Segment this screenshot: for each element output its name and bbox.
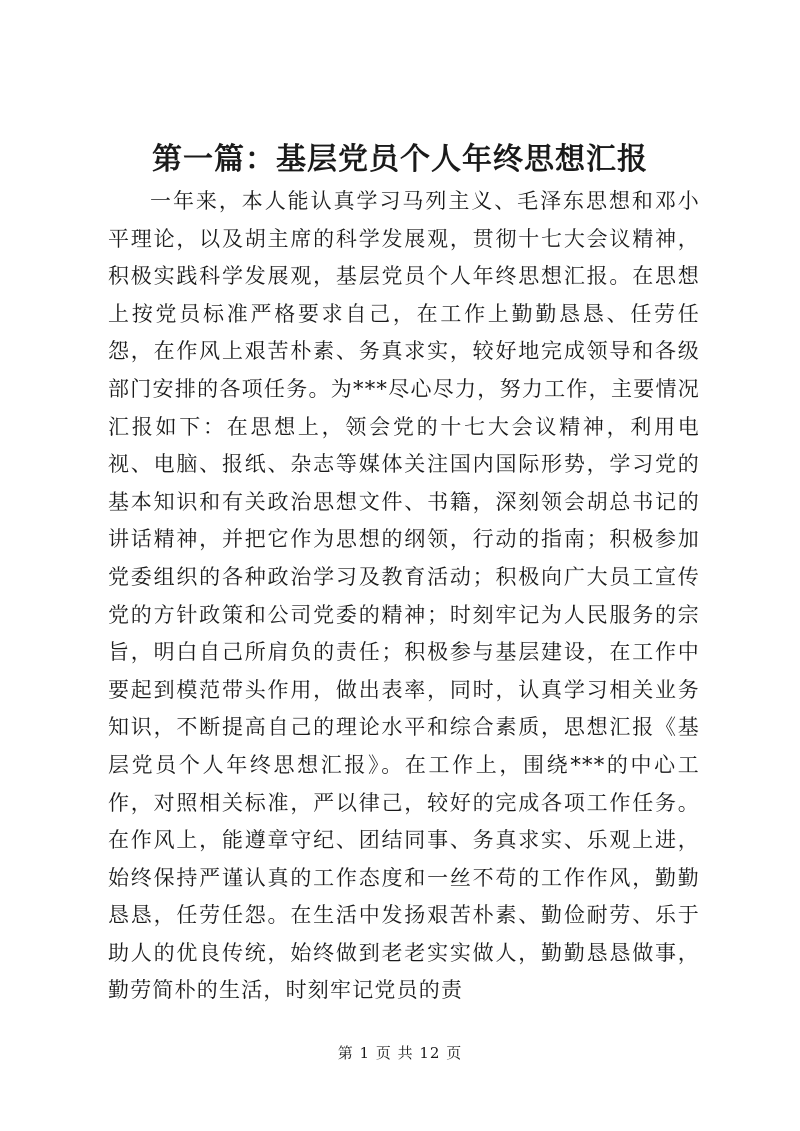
document-body-paragraph: 一年来，本人能认真学习马列主义、毛泽东思想和邓小平理论，以及胡主席的科学发展观，贯彻十七大会议精神，积极实践科学发展观，基层党员个人年终思想汇报。在思想上按党员标准严格要求自己，在工作上勤勤恳恳、任劳任怨，在作风上艰苦朴素、务真求实，较好地完成领导和各级部门安排的各项任务。为***尽心尽力，努力工作，主要情况汇报如下：在思想上，领会党的十七大会议精神，利用电视、电脑、报纸、杂志等媒体关注国内国际形势，学习党的基本知识和有关政治思想文件、书籍，深刻领会胡总书记的讲话精神，并把它作为思想的纲领，行动的指南；积极参加党委组织的各种政治学习及教育活动；积极向广大员工宣传党的方针政策和公司党委的精神；时刻牢记为人民服务的宗旨，明白自己所肩负的责任；积极参与基层建设，在工作中要起到模范带头作用，做出表率，同时，认真学习相关业务知识，不断提高自己的理论水平和综合素质，思想汇报《基层党员个人年终思想汇报》。在工作上，围绕***的中心工作，对照相关标准，严以律己，较好的完成各项工作任务。在作风上，能遵章守纪、团结同事、务真求实、乐观上进，始终保持严谨认真的工作态度和一丝不苟的工作作风，勤勤恳恳，任劳任怨。在生活中发扬艰苦朴素、勤俭耐劳、乐于助人的优良传统，始终做到老老实实做人，勤勤恳恳做事，勤劳简朴的生活，时刻牢记党员的责 xyxy=(108,189,700,1003)
page-number-footer: 第 1 页 共 12 页 xyxy=(337,1044,463,1062)
document-title: 第一篇：基层党员个人年终思想汇报 xyxy=(152,142,648,177)
